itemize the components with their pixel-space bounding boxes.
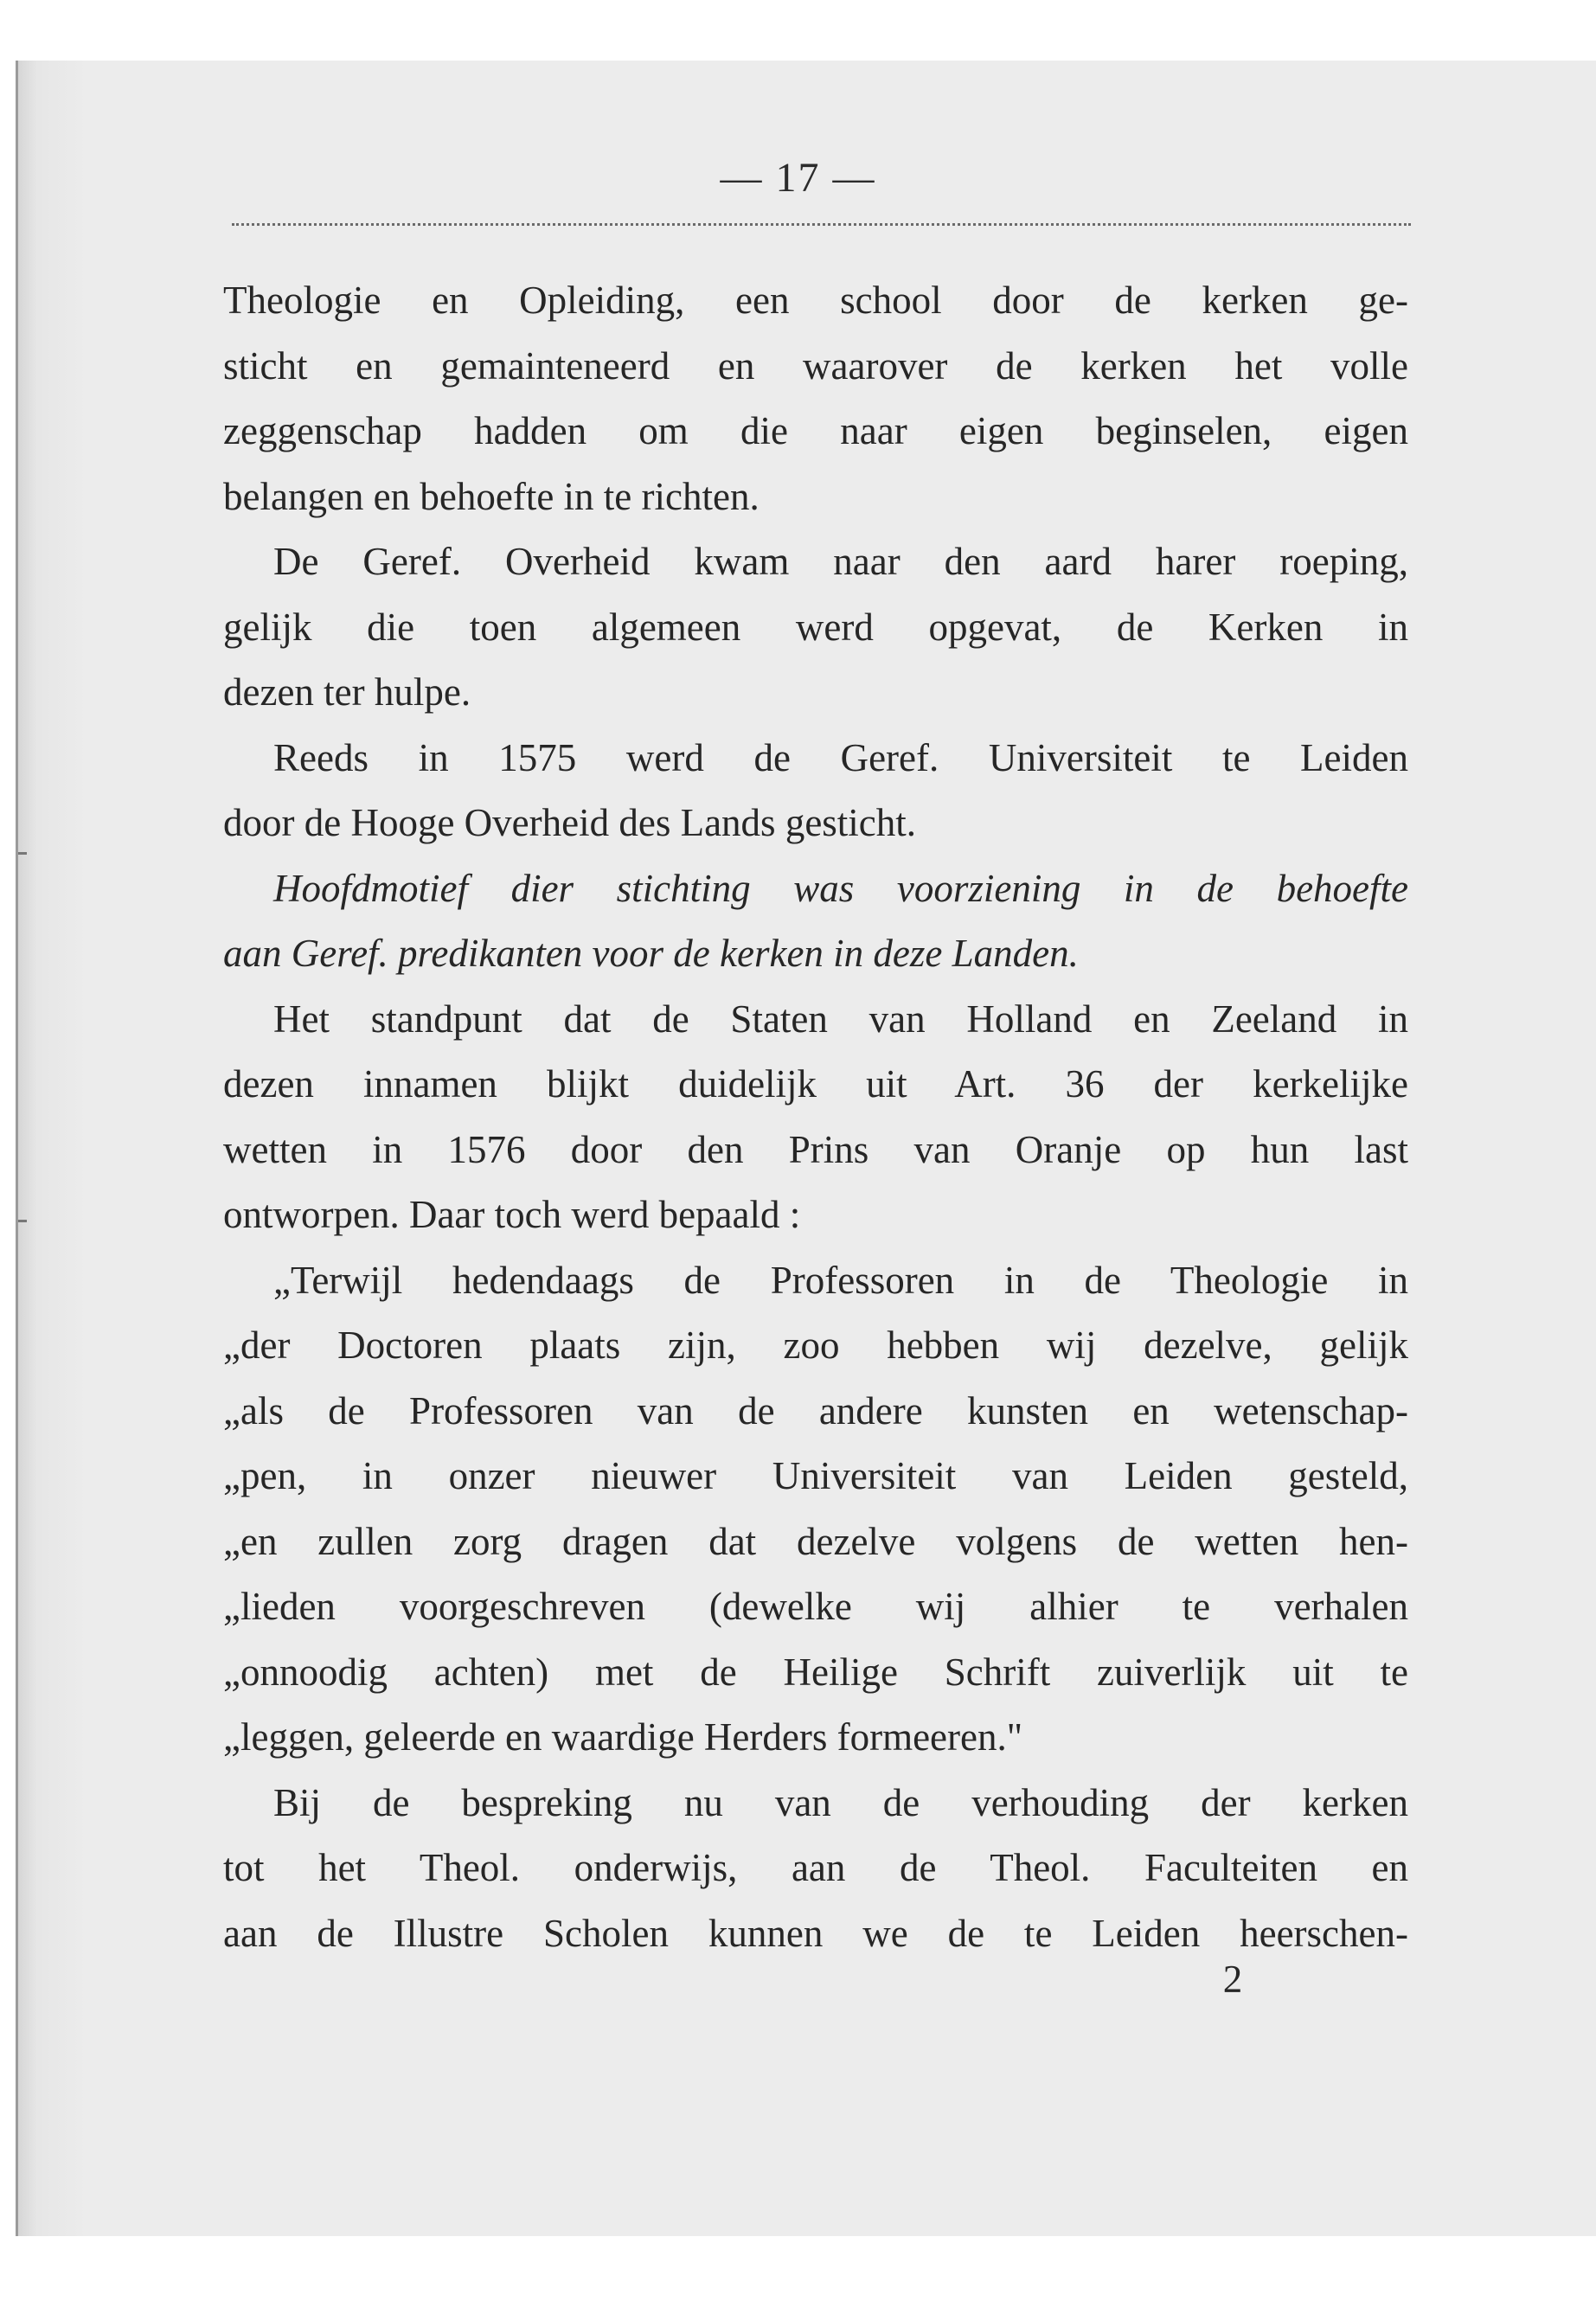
text-line: aan Geref. predikanten voor de kerken in deze Landen. [223,932,1079,975]
text-line: „onnoodig achten) met de Heilige Schrift zuiverlijk uit te [223,1650,1408,1694]
header-dotted-rule [232,223,1411,226]
text-line: door de Hooge Overheid des Lands gesticht. [223,801,917,844]
text-line: Hoofdmotief dier stichting was voorziening in de behoefte [273,866,1408,910]
text-line: dezen innamen blijkt duidelijk uit Art. 36 der kerkelijke [223,1062,1408,1106]
text-line: zeggenschap hadden om die naar eigen beginselen, eigen [223,409,1408,452]
page-number-header: — 17 — [720,155,876,201]
text-line: Bij de bespreking nu van de verhouding der kerken [273,1780,1408,1824]
text-line: „Terwijl hedendaags de Professoren in de Theologie in [273,1258,1408,1302]
text-line: aan de Illustre Scholen kunnen we de te Leiden heerschen- [223,1911,1408,1955]
text-line: dezen ter hulpe. [223,670,471,714]
signature-mark: 2 [1222,1958,1243,2001]
text-line: „leggen, geleerde en waardige Herders formeeren." [223,1715,1023,1759]
text-line: De Geref. Overheid kwam naar den aard harer roeping, [273,540,1408,583]
binding-mark [18,852,27,855]
text-line: „lieden voorgeschreven (dewelke wij alhier te verhalen [223,1585,1408,1628]
text-line: „pen, in onzer nieuwer Universiteit van Leiden gesteld, [223,1454,1408,1497]
text-line: „en zullen zorg dragen dat dezelve volgens de wetten hen- [223,1519,1408,1563]
binding-mark [18,1220,27,1222]
text-line: tot het Theol. onderwijs, aan de Theol. Faculteiten en [223,1846,1408,1889]
text-line: Reeds in 1575 werd de Geref. Universiteit te Leiden [273,735,1408,779]
body-text [223,268,1408,1966]
text-line: gelijk die toen algemeen werd opgevat, de Kerken in [223,605,1408,649]
text-line: ontworpen. Daar toch werd bepaald : [223,1193,801,1236]
text-line: Theologie en Opleiding, een school door de kerken ge- [223,279,1408,322]
text-line: wetten in 1576 door den Prins van Oranje op hun last [223,1127,1408,1171]
text-line: Het standpunt dat de Staten van Holland en Zeeland in [273,997,1408,1041]
text-line: sticht en gemainteneerd en waarover de kerken het volle [223,343,1408,388]
text-line: „der Doctoren plaats zijn, zoo hebben wij dezelve, gelijk [223,1324,1408,1367]
text-line: belangen en behoefte in te richten. [223,474,760,518]
text-line: „als de Professoren van de andere kunsten en wetenschap- [223,1388,1408,1433]
